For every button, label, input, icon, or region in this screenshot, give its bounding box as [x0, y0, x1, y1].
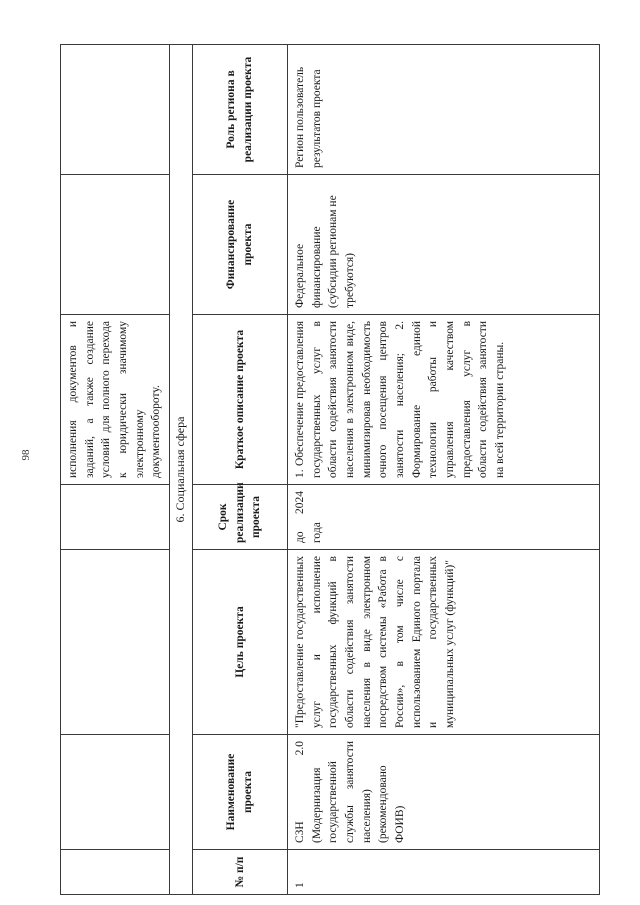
continued-cell-description [61, 315, 170, 485]
projects-table [60, 44, 600, 895]
cell-num: 1 [288, 850, 600, 895]
continued-row [61, 45, 170, 895]
header-name: Наименование проекта [193, 735, 288, 850]
section-row [170, 45, 193, 895]
cell-goal: "Предоставление государственных услуг и исполнение государственных функций в области содействия занятости населения в виде электронном посредством системы «Работа в России», в том числе с использованием Единого портала и государственных муниципальных услуг (функций)" [288, 550, 600, 735]
continued-cell-role [61, 45, 170, 175]
header-term: Срок реализации проекта [193, 485, 288, 550]
continued-cell-financing [61, 175, 170, 315]
continued-cell-term [61, 485, 170, 550]
table-row [288, 45, 600, 895]
header-goal: Цель проекта [193, 550, 288, 735]
continued-cell-goal [61, 550, 170, 735]
header-row [193, 45, 288, 895]
cell-description: 1. Обеспечение предоставления государственных услуг в области содействия занятости населения в электронном виде, минимизировав необходимость очного посещения центров занятости населения; 2. Формирование единой технологии работы и управления качеством предоставления услуг в области содействия занятости на всей территории страны. [288, 315, 600, 485]
section-title: 6. Социальная сфера [170, 45, 193, 895]
header-role: Роль региона в реализации проекта [193, 45, 288, 175]
cell-role: Регион пользователь результатов проекта [288, 45, 600, 175]
cell-term: до 2024 года [288, 485, 600, 550]
landscape-page [60, 45, 600, 895]
header-num: № п/п [193, 850, 288, 895]
page-number: 98 [20, 449, 32, 461]
header-description: Краткое описание проекта [193, 315, 288, 485]
continued-cell-name [61, 735, 170, 850]
header-financing: Финансирование проекта [193, 175, 288, 315]
cell-financing: Федеральное финансирование (субсидии регионам не требуются) [288, 175, 600, 315]
continued-description-text: исполнения документов и заданий, а также создание условий для полного перехода к юридически значимому электронному документообороту. [67, 321, 163, 478]
continued-cell-num [61, 850, 170, 895]
cell-name: СЗН 2.0 (Модернизация государственной службы занятости населения) (рекомендовано ФОИВ) [288, 735, 600, 850]
